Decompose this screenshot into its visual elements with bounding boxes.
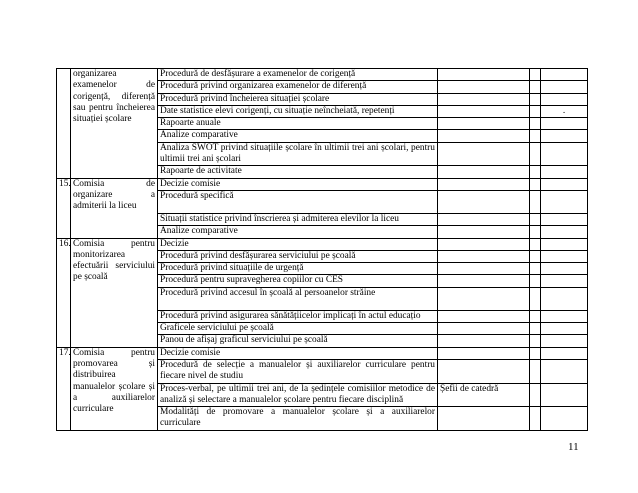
blank-cell [530, 323, 541, 335]
mark-cell [541, 263, 588, 275]
responsible-cell [438, 190, 530, 213]
responsible-cell [438, 178, 530, 190]
responsible-cell [438, 105, 530, 117]
blank-cell [530, 250, 541, 262]
table-row [57, 238, 588, 250]
document-cell: Rapoarte anuale [158, 118, 438, 130]
table-body [57, 69, 588, 431]
blank-cell [530, 118, 541, 130]
blank-cell [530, 178, 541, 190]
responsible-cell [438, 310, 530, 322]
document-cell: Decizie comisie [158, 347, 438, 359]
mark-cell [541, 166, 588, 178]
activity-cell: Comisia de organizare a admiterii la liceu [71, 178, 158, 238]
document-cell: Procedură privind accesul în școală al persoanelor străine [158, 287, 438, 310]
mark-cell [541, 275, 588, 287]
mark-cell [541, 359, 588, 383]
responsible-cell [438, 213, 530, 225]
mark-cell [541, 213, 588, 225]
document-cell: Procedură privind asigurarea sănătățiicelor implicați în actul educațio [158, 310, 438, 322]
mark-cell [541, 93, 588, 105]
document-cell: Analize comparative [158, 130, 438, 142]
mark-cell [541, 335, 588, 347]
document-cell: Procedură privind situațiile de urgență [158, 263, 438, 275]
table-row [57, 69, 588, 81]
blank-cell [530, 263, 541, 275]
responsible-cell [438, 287, 530, 310]
document-cell: Procedură de desfășurare a examenelor de corigență [158, 69, 438, 81]
responsible-cell [438, 275, 530, 287]
activity-cell: organizarea examenelor de corigență, diferență sau pentru încheierea situației școlare [71, 69, 158, 179]
activity-table [56, 68, 588, 431]
document-cell: Decizie [158, 238, 438, 250]
blank-cell [530, 275, 541, 287]
responsible-cell: Șefii de catedră [438, 383, 530, 407]
document-cell: Proces-verbal, pe ultimii trei ani, de la ședințele comisiilor metodice de analiză și selectare a manualelor școlare pentru fiecare disciplină [158, 383, 438, 407]
blank-cell [530, 407, 541, 431]
document-cell: Date statistice elevi corigenți, cu situație neîncheiată, repetenți [158, 105, 438, 117]
blank-cell [530, 287, 541, 310]
responsible-cell [438, 130, 530, 142]
blank-cell [530, 226, 541, 238]
blank-cell [530, 238, 541, 250]
blank-cell [530, 310, 541, 322]
responsible-cell [438, 335, 530, 347]
document-cell: Procedură de selecție a manualelor și auxiliarelor curriculare pentru fiecare nivel de studiu [158, 359, 438, 383]
document-cell: Analiza SWOT privind situațiile școlare în ultimii trei ani școlari, pentru ultimii trei ani școlari [158, 142, 438, 166]
responsible-cell [438, 69, 530, 81]
mark-cell [541, 81, 588, 93]
document-cell: Situații statistice privind înscrierea și admiterea elevilor la liceu [158, 213, 438, 225]
table-row [57, 178, 588, 190]
blank-cell [530, 190, 541, 213]
blank-cell [530, 142, 541, 166]
document-cell: Rapoarte de activitate [158, 166, 438, 178]
document-cell: Graficele serviciului pe școală [158, 323, 438, 335]
mark-cell: . [541, 105, 588, 117]
mark-cell [541, 407, 588, 431]
document-cell: Procedură specifică [158, 190, 438, 213]
document-cell: Analize comparative [158, 226, 438, 238]
blank-cell [530, 130, 541, 142]
document-cell: Procedură privind încheierea situației școlare [158, 93, 438, 105]
responsible-cell [438, 81, 530, 93]
responsible-cell [438, 142, 530, 166]
blank-cell [530, 166, 541, 178]
document-cell: Decizie comisie [158, 178, 438, 190]
mark-cell [541, 190, 588, 213]
blank-cell [530, 105, 541, 117]
activity-cell: Comisia pentru monitorizarea efectuării serviciului pe școală [71, 238, 158, 347]
blank-cell [530, 359, 541, 383]
page-number: 11 [568, 441, 579, 453]
mark-cell [541, 69, 588, 81]
responsible-cell [438, 238, 530, 250]
row-number: 17. [57, 347, 71, 430]
blank-cell [530, 213, 541, 225]
mark-cell [541, 323, 588, 335]
mark-cell [541, 178, 588, 190]
mark-cell [541, 130, 588, 142]
row-number: 16. [57, 238, 71, 347]
responsible-cell [438, 250, 530, 262]
mark-cell [541, 310, 588, 322]
responsible-cell [438, 263, 530, 275]
document-cell: Panou de afișaj graficul serviciului pe școală [158, 335, 438, 347]
document-cell: Modalități de promovare a manualelor școlare și a auxiliarelor curriculare [158, 407, 438, 431]
blank-cell [530, 93, 541, 105]
responsible-cell [438, 226, 530, 238]
blank-cell [530, 335, 541, 347]
table-row [57, 347, 588, 359]
responsible-cell [438, 93, 530, 105]
responsible-cell [438, 166, 530, 178]
document-cell: Procedură privind desfășurarea serviciului pe școală [158, 250, 438, 262]
mark-cell [541, 238, 588, 250]
responsible-cell [438, 347, 530, 359]
mark-cell [541, 226, 588, 238]
responsible-cell [438, 359, 530, 383]
mark-cell [541, 142, 588, 166]
row-number [57, 69, 71, 179]
row-number: 15. [57, 178, 71, 238]
mark-cell [541, 250, 588, 262]
activity-cell: Comisia pentru promovarea și distribuirea manualelor școlare și a auxiliarelor curriculare [71, 347, 158, 430]
blank-cell [530, 383, 541, 407]
blank-cell [530, 347, 541, 359]
document-cell: Procedură privind organizarea examenelor de diferență [158, 81, 438, 93]
mark-cell [541, 287, 588, 310]
mark-cell [541, 118, 588, 130]
mark-cell [541, 347, 588, 359]
responsible-cell [438, 407, 530, 431]
blank-cell [530, 81, 541, 93]
responsible-cell [438, 323, 530, 335]
document-cell: Procedură pentru supravegherea copiilor cu CES [158, 275, 438, 287]
responsible-cell [438, 118, 530, 130]
blank-cell [530, 69, 541, 81]
mark-cell [541, 383, 588, 407]
